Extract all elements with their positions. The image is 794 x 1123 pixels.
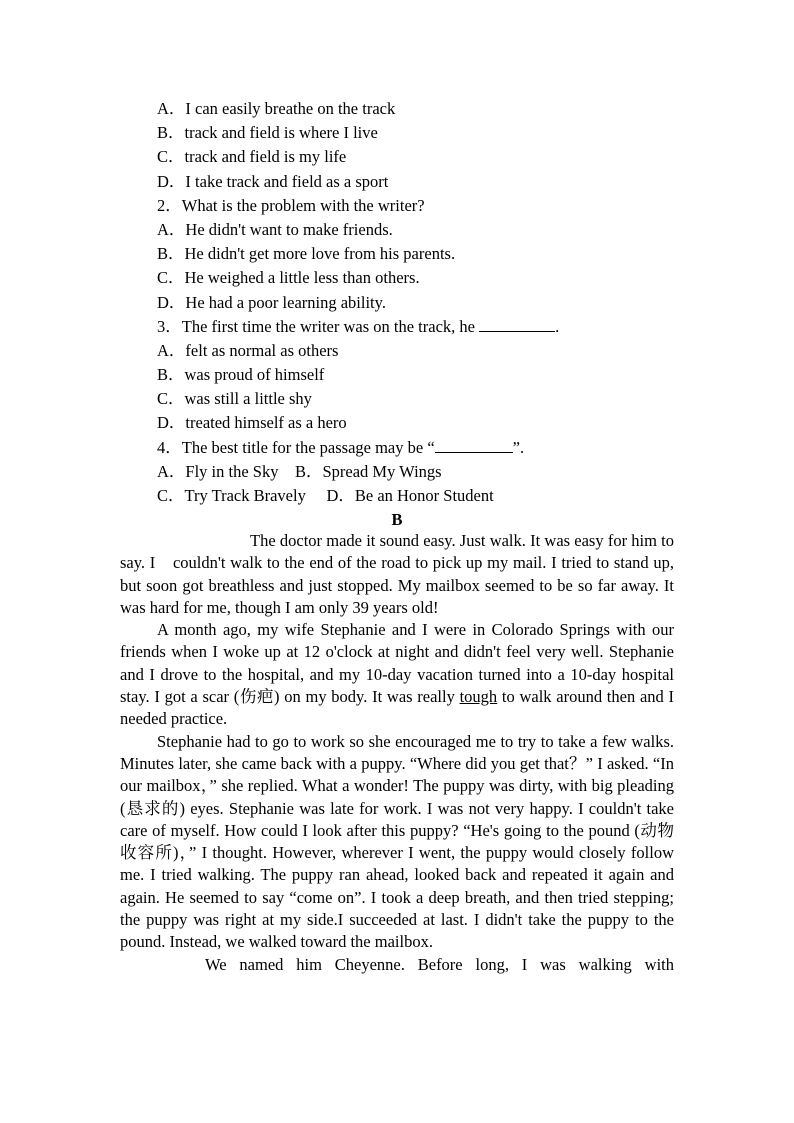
q2-option-c: C．He weighed a little less than others. [157, 268, 420, 288]
passage-paragraph-4: We named him Cheyenne. Before long, I was walking with [205, 954, 674, 974]
q3-option-b: B．was proud of himself [157, 365, 325, 385]
q4-stem-end: ”. [512, 437, 525, 457]
section-b-heading: B [391, 510, 403, 529]
q2-option-a: A．He didn't want to make friends. [157, 219, 393, 239]
p2-text-after: to walk around then and I needed practice. [120, 687, 674, 729]
q2-option-b: B．He didn't get more love from his parents. [157, 244, 456, 264]
q3-stem-line [157, 315, 697, 339]
q3-answer-blank [479, 317, 555, 332]
q3-stem-end: . [555, 316, 560, 336]
q4-answer-blank [435, 438, 513, 453]
p2-text-before: A month ago, my wife Stephanie and I were in Colorado Springs with our friends when I woke up at 12 o'clock at night and didn't feel very well. Stephanie and I drove to the hospital, and my 10-day vacation turned into a 10-day hospital stay. I got a scar (伤疤) on my body. It was really [120, 620, 674, 707]
q3-option-d: D．treated himself as a hero [157, 413, 347, 433]
q4-stem: 4．The best title for the passage may be “ [157, 437, 435, 457]
q1-option-c: C．track and field is my life [157, 147, 347, 167]
q3-option-c: C．was still a little shy [157, 389, 312, 409]
q4-options-cd: C．Try Track Bravely D．Be an Honor Student [157, 486, 494, 505]
q1-option-b: B．track and field is where I live [157, 123, 378, 143]
q3-stem: 3．The first time the writer was on the track, he [157, 316, 480, 336]
passage-paragraph-2 [120, 619, 674, 730]
passage-paragraph-1: The doctor made it sound easy. Just walk. It was easy for him to say. I couldn't walk to the end of the road to pick up my mail. I tried to stand up, but soon got breathless and just stopped. My mailbox seemed to be so far away. It was hard for me, though I am only 39 years old! [120, 531, 674, 617]
q4-options-ab: A．Fly in the Sky B．Spread My Wings [157, 461, 442, 481]
underlined-word: tough [459, 687, 498, 707]
q2-option-d: D．He had a poor learning ability. [157, 292, 386, 312]
q2-stem: 2．What is the problem with the writer? [157, 195, 425, 215]
question-list [157, 97, 697, 508]
passage-paragraph-3: Stephanie had to go to work so she encouraged me to try to take a few walks. Minutes later, she came back with a puppy. “Where did you get that？” I asked. “In our mailbox，” she replied. What a wonder! The puppy was dirty, with big pleading (恳求的) eyes. Stephanie was late for work. I was not very happy. I couldn't take care of myself. How could I look after this puppy? “He's going to the pound (动物收容所)，” I thought. However, wherever I went, the puppy would closely follow me. I tried walking. The puppy ran ahead, looked back and repeated it again and again. He seemed to say “come on”. I took a deep breath, and then tried stepping; the puppy was right at my side.I succeeded at last. I didn't take the puppy to the pound. Instead, we walked toward the mailbox. [120, 731, 674, 952]
q3-option-a: A．felt as normal as others [157, 340, 339, 360]
q1-option-d: D．I take track and field as a sport [157, 171, 389, 191]
q4-stem-line [157, 436, 697, 460]
passage-b [120, 530, 674, 976]
q1-option-a: A．I can easily breathe on the track [157, 99, 396, 118]
